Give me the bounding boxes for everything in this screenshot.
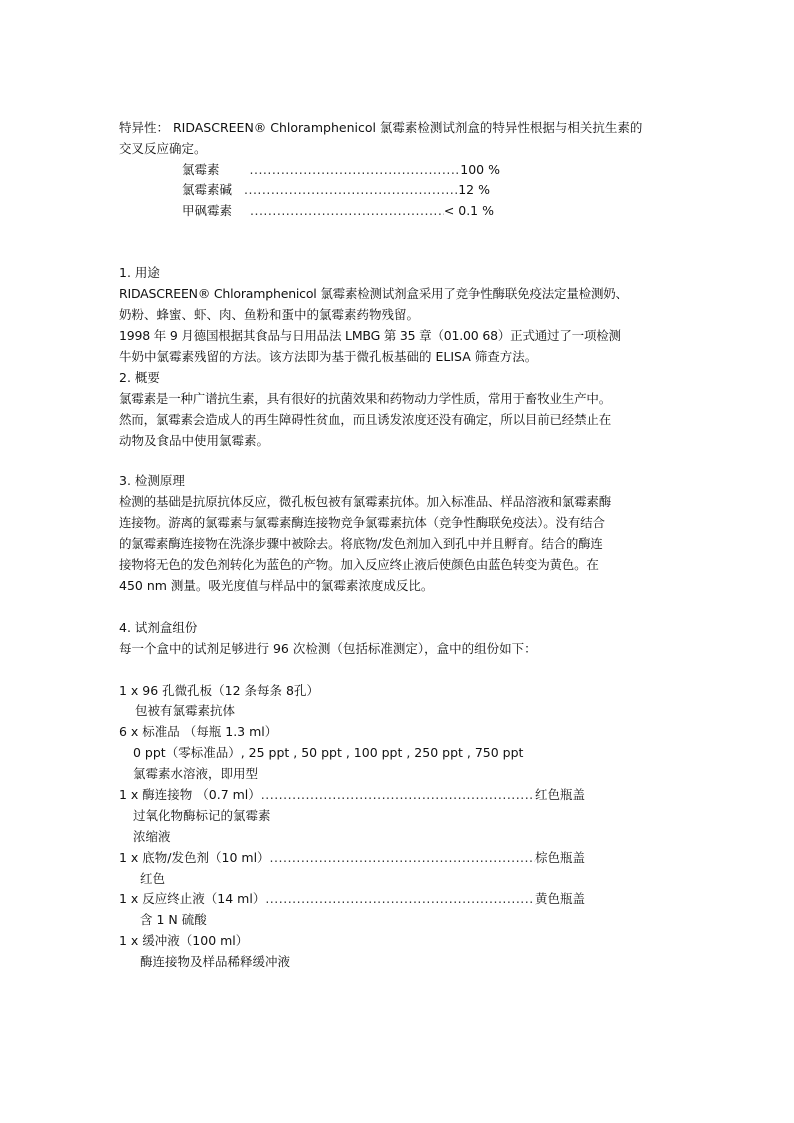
kit-item-conjugate-note-2: 浓缩液 [133,829,171,844]
section-2-line-1: 氯霉素是一种广谱抗生素，具有很好的抗菌效果和药物动力学性质，常用于畜牧业生产中。 [119,391,612,406]
section-3-line-4: 接物将无色的发色剂转化为蓝色的产物。加入反应终止液后使颜色由蓝色转变为黄色。在 [119,557,599,572]
specificity-row-value: 12 % [458,182,490,197]
kit-item-buffer-note: 酶连接物及样品稀释缓冲液 [140,954,291,969]
section-1-line-4: 牛奶中氯霉素残留的方法。该方法即为基于微孔板基础的 ELISA 筛查方法。 [119,349,538,364]
section-2-line-2: 然而，氯霉素会造成人的再生障碍性贫血，而且诱发浓度还没有确定，所以目前已经禁止在 [119,412,612,427]
leader-dots [250,201,444,221]
specificity-row-label: 氯霉素 [182,162,220,177]
kit-item-label: 1 x 底物/发色剂（10 ml） [119,850,270,865]
section-3-line-3: 的氯霉素酶连接物在洗涤步骤中被除去。将底物/发色剂加入到孔中并且孵育。结合的酶连 [119,536,603,551]
specificity-row-thiamphenicol [182,201,494,221]
leader-dots [270,848,535,868]
kit-item-buffer: 1 x 缓冲液（100 ml） [119,933,249,948]
section-1-line-1: RIDASCREEN® Chloramphenicol 氯霉素检测试剂盒采用了竞争性酶联免疫法定量检测奶、 [119,286,628,301]
specificity-row-label: 甲砜霉素 [182,203,233,218]
kit-item-standards-note: 氯霉素水溶液，即用型 [133,766,259,781]
kit-item-cap-color: 棕色瓶盖 [534,850,585,865]
kit-item-plate: 1 x 96 孔微孔板（12 条每条 8孔） [119,683,319,698]
specificity-row-value: 100 % [460,162,500,177]
kit-item-cap-color: 黄色瓶盖 [534,891,585,906]
specificity-line-1: 特异性： RIDASCREEN® Chloramphenicol 氯霉素检测试剂盒的特异性根据与相关抗生素的 [119,120,643,135]
section-1-title: 1. 用途 [119,265,160,280]
kit-item-standards: 6 x 标准品 （每瓶 1.3 ml） [119,724,278,739]
kit-item-plate-note: 包被有氯霉素抗体 [135,703,236,718]
kit-item-conjugate-note-1: 过氧化物酶标记的氯霉素 [133,808,271,823]
leader-dots [261,785,535,805]
kit-item-cap-color: 红色瓶盖 [534,787,585,802]
kit-item-label: 1 x 酶连接物 （0.7 ml） [119,787,261,802]
section-3-line-2: 连接物。游离的氯霉素与氯霉素酶连接物竞争氯霉素抗体（竞争性酶联免疫法）。没有结合 [119,515,605,530]
specificity-row-value: < 0.1 % [443,203,494,218]
section-3-line-5: 450 nm 测量。吸光度值与样品中的氯霉素浓度成反比。 [119,578,434,593]
specificity-row-chloramphenicol [182,160,500,180]
leader-dots [250,160,461,180]
section-2-line-3: 动物及食品中使用氯霉素。 [119,433,270,448]
kit-item-stop-solution-note: 含 1 N 硫酸 [140,912,207,927]
kit-item-standards-concentrations: 0 ppt（零标准品）, 25 ppt , 50 ppt , 100 ppt , 250 ppt , 750 ppt [133,745,524,760]
section-4-intro: 每一个盒中的试剂足够进行 96 次检测（包括标准测定），盒中的组份如下： [119,641,537,656]
specificity-row-base [182,180,490,200]
kit-item-substrate [119,848,585,868]
section-2-title: 2. 概要 [119,370,160,385]
specificity-line-2: 交叉反应确定。 [119,141,207,156]
specificity-row-label: 氯霉素碱 [182,182,233,197]
section-3-line-1: 检测的基础是抗原抗体反应，微孔板包被有氯霉素抗体。加入标准品、样品溶液和氯霉素酶 [119,494,612,509]
kit-item-conjugate [119,785,585,805]
kit-item-stop-solution [119,889,585,909]
section-1-line-2: 奶粉、蜂蜜、虾、肉、鱼粉和蛋中的氯霉素药物残留。 [119,307,420,322]
section-3-title: 3. 检测原理 [119,473,185,488]
section-1-line-3: 1998 年 9 月德国根据其食品与日用品法 LMBG 第 35 章（01.00 68）正式通过了一项检测 [119,328,621,343]
leader-dots [244,180,458,200]
leader-dots [265,889,535,909]
kit-item-substrate-note: 红色 [140,871,166,886]
kit-item-label: 1 x 反应终止液（14 ml） [119,891,266,906]
section-4-title: 4. 试剂盒组份 [119,620,198,635]
